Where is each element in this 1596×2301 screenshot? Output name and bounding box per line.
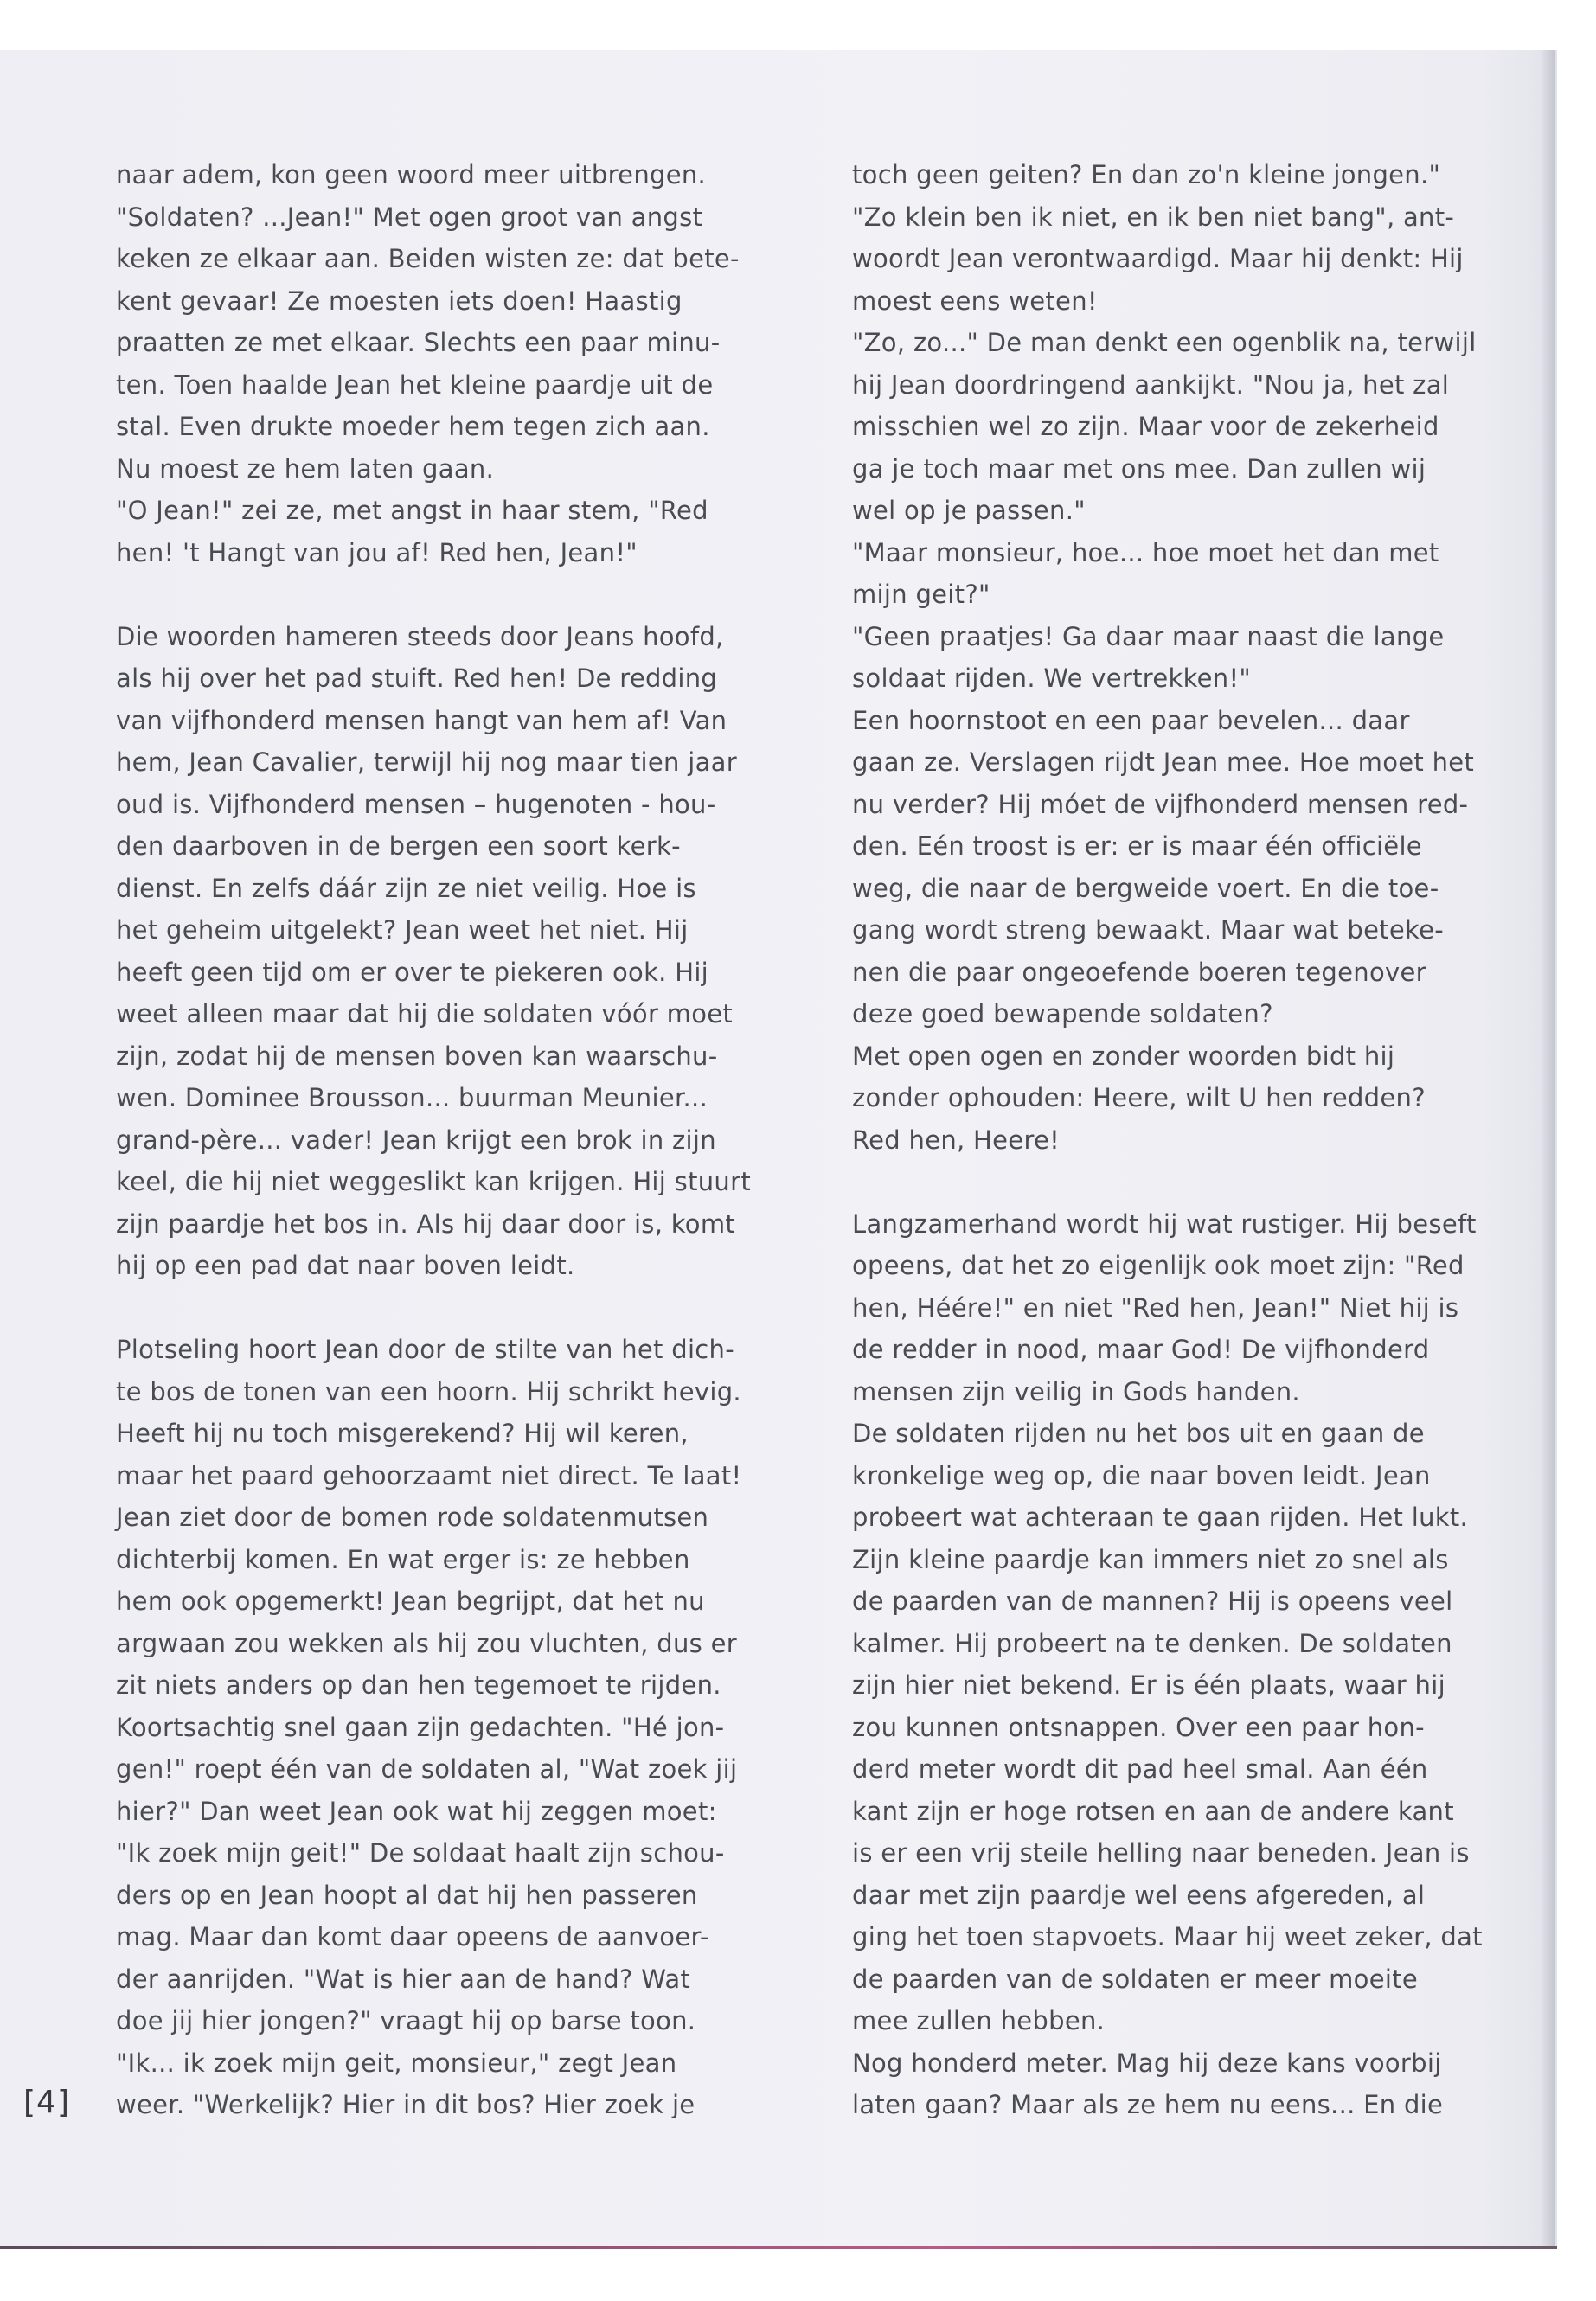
text-line: weer. "Werkelijk? Hier in dit bos? Hier zoek je <box>116 2090 695 2119</box>
text-line: Red hen, Heere! <box>852 1125 1061 1155</box>
text-line: "Maar monsieur, hoe... hoe moet het dan met <box>852 537 1439 567</box>
paragraph <box>852 1203 1509 2126</box>
text-line: praatten ze met elkaar. Slechts een paar minu- <box>116 328 721 357</box>
text-line: woordt Jean verontwaardigd. Maar hij denkt: Hij <box>852 244 1464 273</box>
text-line: opeens, dat het zo eigenlijk ook moet zijn: "Red <box>852 1251 1465 1280</box>
page-number: [4] <box>23 2085 70 2120</box>
text-line: van vijfhonderd mensen hangt van hem af! Van <box>116 705 727 735</box>
text-line: nen die paar ongeoefende boeren tegenover <box>852 957 1426 987</box>
text-line: wen. Dominee Brousson... buurman Meunier... <box>116 1083 708 1112</box>
text-line: Plotseling hoort Jean door de stilte van het dich- <box>116 1335 734 1364</box>
text-line: zou kunnen ontsnappen. Over een paar hon- <box>852 1712 1425 1742</box>
text-line: "Ik zoek mijn geit!" De soldaat haalt zijn schou- <box>116 1838 725 1868</box>
text-line: het geheim uitgelekt? Jean weet het niet. Hij <box>116 915 689 945</box>
text-line: gen!" roept één van de soldaten al, "Wat zoek jij <box>116 1754 738 1784</box>
text-line: hem ook opgemerkt! Jean begrijpt, dat het nu <box>116 1586 705 1616</box>
text-line: mee zullen hebben. <box>852 2006 1106 2035</box>
page-spine-shadow <box>1540 50 1555 2246</box>
text-line: gaan ze. Verslagen rijdt Jean mee. Hoe moet het <box>852 747 1475 777</box>
text-line: zijn, zodat hij de mensen boven kan waarschu- <box>116 1041 718 1071</box>
text-line: de paarden van de mannen? Hij is opeens veel <box>852 1586 1453 1616</box>
text-line: doe jij hier jongen?" vraagt hij op barse toon. <box>116 2006 696 2035</box>
text-line: hen, Héére!" en niet "Red hen, Jean!" Niet hij is <box>852 1292 1459 1323</box>
text-line: Nu moest ze hem laten gaan. <box>116 453 495 484</box>
text-line: dichterbij komen. En wat erger is: ze hebben <box>116 1544 690 1574</box>
text-line: den. Eén troost is er: er is maar één officiële <box>852 831 1422 861</box>
text-line: soldaat rijden. We vertrekken!" <box>852 663 1252 693</box>
text-line: "Zo klein ben ik niet, en ik ben niet bang", ant- <box>852 202 1455 232</box>
paragraph <box>116 616 773 1287</box>
text-line: "Soldaten? ...Jean!" Met ogen groot van angst <box>116 202 703 232</box>
text-line: mensen zijn veilig in Gods handen. <box>852 1376 1300 1407</box>
text-line: kant zijn er hoge rotsen en aan de andere kant <box>852 1796 1454 1826</box>
text-line: zijn hier niet bekend. Er is één plaats, waar hij <box>852 1670 1445 1700</box>
text-line: ga je toch maar met ons mee. Dan zullen wij <box>852 453 1426 484</box>
text-line: ging het toen stapvoets. Maar hij weet zeker, dat <box>852 1922 1483 1952</box>
text-line: De soldaten rijden nu het bos uit en gaan de <box>852 1419 1425 1448</box>
text-line: Koortsachtig snel gaan zijn gedachten. "Hé jon- <box>116 1712 725 1742</box>
text-line: keel, die hij niet weggeslikt kan krijgen. Hij stuurt <box>116 1167 751 1196</box>
left-text-column <box>116 154 773 2126</box>
paragraph <box>116 1329 773 2126</box>
paragraph <box>852 154 1509 1161</box>
text-line: "Ik... ik zoek mijn geit, monsieur," zegt Jean <box>116 2048 677 2078</box>
text-line: Een hoornstoot en een paar bevelen... daar <box>852 705 1410 735</box>
text-line: grand-père... vader! Jean krijgt een brok in zijn <box>116 1125 716 1155</box>
text-line: Die woorden hameren steeds door Jeans hoofd, <box>116 621 724 651</box>
text-line: zijn paardje het bos in. Als hij daar door is, komt <box>116 1208 736 1239</box>
text-line: mag. Maar dan komt daar opeens de aanvoer- <box>116 1922 709 1952</box>
text-line: kalmer. Hij probeert na te denken. De soldaten <box>852 1628 1452 1658</box>
text-line: ten. Toen haalde Jean het kleine paardje uit de <box>116 369 714 400</box>
text-line: de redder in nood, maar God! De vijfhonderd <box>852 1335 1430 1364</box>
text-line: weg, die naar de bergweide voert. En die toe- <box>852 873 1439 903</box>
paragraph <box>116 154 773 574</box>
text-line: Zijn kleine paardje kan immers niet zo snel als <box>852 1544 1449 1574</box>
text-line: zit niets anders op dan hen tegemoet te rijden. <box>116 1670 721 1700</box>
text-line: Heeft hij nu toch misgerekend? Hij wil keren, <box>116 1419 689 1448</box>
text-line: hij Jean doordringend aankijkt. "Nou ja, het zal <box>852 369 1450 400</box>
text-line: hij op een pad dat naar boven leidt. <box>116 1251 575 1280</box>
text-line: moest eens weten! <box>852 285 1098 316</box>
text-line: derd meter wordt dit pad heel smal. Aan één <box>852 1754 1428 1784</box>
text-line: zonder ophouden: Heere, wilt U hen redden? <box>852 1083 1426 1112</box>
text-line: daar met zijn paardje wel eens afgereden, al <box>852 1880 1426 1910</box>
text-line: wel op je passen." <box>852 496 1086 525</box>
text-line: kronkelige weg op, die naar boven leidt. Jean <box>852 1460 1431 1490</box>
text-line: hem, Jean Cavalier, terwijl hij nog maar tien jaar <box>116 747 737 777</box>
right-text-column <box>852 154 1509 2126</box>
text-line: oud is. Vijfhonderd mensen – hugenoten - hou- <box>116 789 716 819</box>
text-line: is er een vrij steile helling naar beneden. Jean is <box>852 1838 1470 1868</box>
text-line: de paarden van de soldaten er meer moeite <box>852 1964 1419 1994</box>
text-line: argwaan zou wekken als hij zou vluchten, dus er <box>116 1628 737 1658</box>
text-line: misschien wel zo zijn. Maar voor de zekerheid <box>852 412 1439 441</box>
text-line: probeert wat achteraan te gaan rijden. Het lukt. <box>852 1503 1469 1532</box>
text-line: den daarboven in de bergen een soort kerk- <box>116 831 681 861</box>
text-line: deze goed bewapende soldaten? <box>852 999 1273 1029</box>
text-line: Nog honderd meter. Mag hij deze kans voorbij <box>852 2048 1442 2078</box>
text-line: hier?" Dan weet Jean ook wat hij zeggen moet: <box>116 1796 717 1826</box>
text-line: Jean ziet door de bomen rode soldatenmutsen <box>116 1503 709 1532</box>
text-line: mijn geit?" <box>852 580 990 609</box>
text-line: nu verder? Hij móet de vijfhonderd mensen red- <box>852 789 1469 819</box>
page-bottom-edge <box>0 2246 1557 2249</box>
text-line: der aanrijden. "Wat is hier aan de hand? Wat <box>116 1964 691 1994</box>
text-line: stal. Even drukte moeder hem tegen zich aan. <box>116 412 710 441</box>
text-line: keken ze elkaar aan. Beiden wisten ze: dat bete- <box>116 244 740 273</box>
text-line: als hij over het pad stuift. Red hen! De redding <box>116 663 718 693</box>
text-line: "O Jean!" zei ze, met angst in haar stem, "Red <box>116 496 708 525</box>
text-line: te bos de tonen van een hoorn. Hij schrikt hevig. <box>116 1376 741 1407</box>
text-line: dienst. En zelfs dáár zijn ze niet veilig. Hoe is <box>116 873 696 903</box>
text-line: kent gevaar! Ze moesten iets doen! Haastig <box>116 285 683 316</box>
text-line: "Zo, zo..." De man denkt een ogenblik na, terwijl <box>852 328 1477 357</box>
text-line: ders op en Jean hoopt al dat hij hen passeren <box>116 1880 698 1910</box>
text-line: maar het paard gehoorzaamt niet direct. Te laat! <box>116 1460 742 1490</box>
text-line: heeft geen tijd om er over te piekeren ook. Hij <box>116 957 709 987</box>
text-line: toch geen geiten? En dan zo'n kleine jongen." <box>852 160 1441 189</box>
text-line: naar adem, kon geen woord meer uitbrengen. <box>116 160 707 189</box>
text-line: gang wordt streng bewaakt. Maar wat beteke- <box>852 915 1444 945</box>
text-line: "Geen praatjes! Ga daar maar naast die lange <box>852 621 1445 651</box>
text-line: weet alleen maar dat hij die soldaten vóór moet <box>116 999 734 1029</box>
text-line: Met open ogen en zonder woorden bidt hij <box>852 1041 1395 1071</box>
text-line: laten gaan? Maar als ze hem nu eens... En die <box>852 2090 1444 2119</box>
text-line: hen! 't Hangt van jou af! Red hen, Jean!" <box>116 537 638 567</box>
text-line: Langzamerhand wordt hij wat rustiger. Hij beseft <box>852 1208 1477 1239</box>
